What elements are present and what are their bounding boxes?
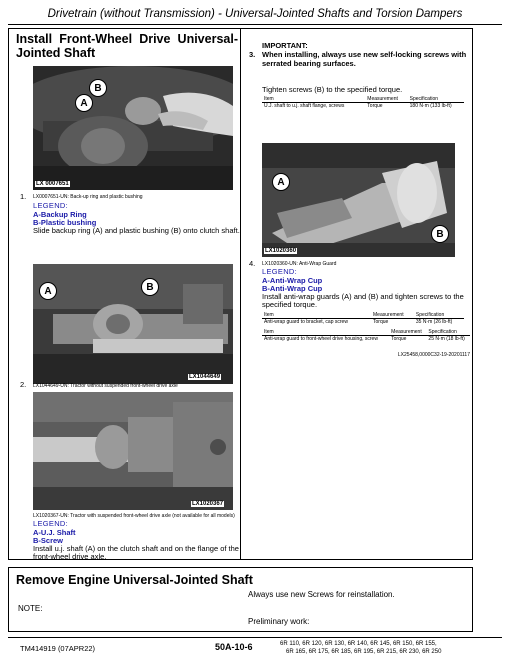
table-row xyxy=(262,319,464,326)
figure-caption: LX1020360-UN: Anti-Wrap Guard xyxy=(262,261,337,267)
document-reference: LX25458,0000C32-19-20201117 xyxy=(397,352,470,358)
torque-instruction: Tighten screws (B) to the specified torque. xyxy=(262,85,403,94)
footer-doc-id: TM414919 (07APR22) xyxy=(20,644,96,653)
column-divider xyxy=(240,29,241,559)
legend-item-a: A-Anti-Wrap Cup xyxy=(262,276,323,285)
figure-id: LX1044649 xyxy=(189,374,221,380)
callout-a: A xyxy=(272,173,290,191)
step-number: 1. xyxy=(20,192,27,201)
footer-page-number: 50A-10-6 xyxy=(215,642,253,652)
table-header: Item xyxy=(262,329,389,336)
important-text-line2: serrated bearing surfaces. xyxy=(262,59,356,68)
figure-id: LX 0007651 xyxy=(36,181,69,187)
torque-table xyxy=(262,329,470,342)
figure-id: LX1020367 xyxy=(192,501,224,507)
table-header: Specification xyxy=(426,329,470,336)
table-header: Measurement xyxy=(365,96,407,103)
note-label: NOTE: xyxy=(18,604,43,613)
backup-ring-illustration xyxy=(33,66,233,190)
legend-header: LEGEND: xyxy=(262,267,298,276)
table-header: Measurement xyxy=(389,329,426,336)
section-title-line1: Install Front-Wheel Drive Universal- xyxy=(16,32,238,46)
legend-item-b: B-Screw xyxy=(33,536,64,545)
table-cell: 35 N·m (26 lb-ft) xyxy=(415,319,453,325)
table-cell: Torque xyxy=(391,336,407,342)
table-cell: Anti-wrap guard to bracket, cap screw xyxy=(264,319,348,325)
step-number: 3. xyxy=(249,50,256,59)
table-cell: U.J. shaft to u.j. shaft flange, screws xyxy=(264,103,345,109)
footer-models-line2: 6R 165, 6R 175, 6R 185, 6R 195, 6R 215, 6R 230, 6R 250 xyxy=(286,649,442,655)
callout-a: A xyxy=(75,94,93,112)
table-row xyxy=(262,336,470,343)
callout-b: B xyxy=(431,225,449,243)
table-cell: Anti-wrap guard to front-wheel drive housing, screw xyxy=(264,336,378,342)
header-rule xyxy=(8,24,502,25)
figure-id: LX1020360 xyxy=(265,248,297,254)
torque-table xyxy=(262,96,464,109)
section-title: Remove Engine Universal-Jointed Shaft xyxy=(16,573,253,587)
uj-shaft-illustration xyxy=(33,264,233,384)
step-text-line1: Install u.j. shaft (A) on the clutch shaft and on the flange of the xyxy=(33,544,239,553)
table-header: Specification xyxy=(414,312,464,319)
figure-tractor-without-suspension-photo xyxy=(33,264,233,384)
table-cell: Torque xyxy=(367,103,383,109)
table-header: Measurement xyxy=(371,312,414,319)
legend-header: LEGEND: xyxy=(33,519,69,528)
figure-caption: LX1020367-UN: Tractor with suspended front-wheel drive axle (not available for all models) xyxy=(33,513,235,519)
table-cell: Torque xyxy=(373,319,389,325)
anti-wrap-guard-illustration xyxy=(262,143,455,257)
legend-header: LEGEND: xyxy=(33,201,69,210)
legend-item-a: A-U.J. Shaft xyxy=(33,528,76,537)
legend-item-b: B-Plastic bushing xyxy=(33,218,97,227)
table-cell: 180 N·m (133 lb-ft) xyxy=(409,103,452,109)
table-header: Item xyxy=(262,312,371,319)
step-text-line2: front-wheel drive axle. xyxy=(33,552,107,561)
table-cell: 25 N·m (18 lb-ft) xyxy=(428,336,465,342)
table-row xyxy=(262,103,464,110)
step-text-line1: Install anti-wrap guards (A) and (B) and tighten screws to the xyxy=(262,292,464,301)
callout-b: B xyxy=(141,278,159,296)
footer-models-line1: 6R 110, 6R 120, 6R 130, 6R 140, 6R 145, 6R 150, 6R 155, xyxy=(280,641,437,647)
table-header: Item xyxy=(262,96,365,103)
torque-table xyxy=(262,312,464,325)
step-number: 2. xyxy=(20,380,27,389)
step-number: 4. xyxy=(249,259,256,268)
preliminary-work: Preliminary work: xyxy=(248,617,310,626)
important-text-line1: When installing, always use new self-locking screws with xyxy=(262,50,467,59)
step-text: Slide backup ring (A) and plastic bushing (B) onto clutch shaft. xyxy=(33,226,240,235)
figure-tractor-with-suspension-photo xyxy=(33,392,233,510)
figure-caption: LX1044649-UN: Tractor without suspended front-wheel drive axle xyxy=(33,383,178,389)
important-label: IMPORTANT: xyxy=(262,41,308,50)
callout-b: B xyxy=(89,79,107,97)
figure-backup-ring-photo xyxy=(33,66,233,190)
footer-rule xyxy=(8,637,502,638)
figure-anti-wrap-guard-photo xyxy=(262,143,455,257)
suspended-axle-illustration xyxy=(33,392,233,510)
legend-item-b: B-Anti-Wrap Cup xyxy=(262,284,323,293)
step-text-line2: specified torque. xyxy=(262,300,318,309)
legend-item-a: A-Backup Ring xyxy=(33,210,87,219)
figure-caption: LX0007651-UN: Back-up ring and plastic bushing xyxy=(33,194,143,200)
section-title-line2: Jointed Shaft xyxy=(16,46,96,60)
note-text: Always use new Screws for reinstallation. xyxy=(248,590,395,599)
callout-a: A xyxy=(39,282,57,300)
page-header-title: Drivetrain (without Transmission) - Universal-Jointed Shafts and Torsion Dampers xyxy=(47,8,463,20)
table-header: Specification xyxy=(408,96,464,103)
